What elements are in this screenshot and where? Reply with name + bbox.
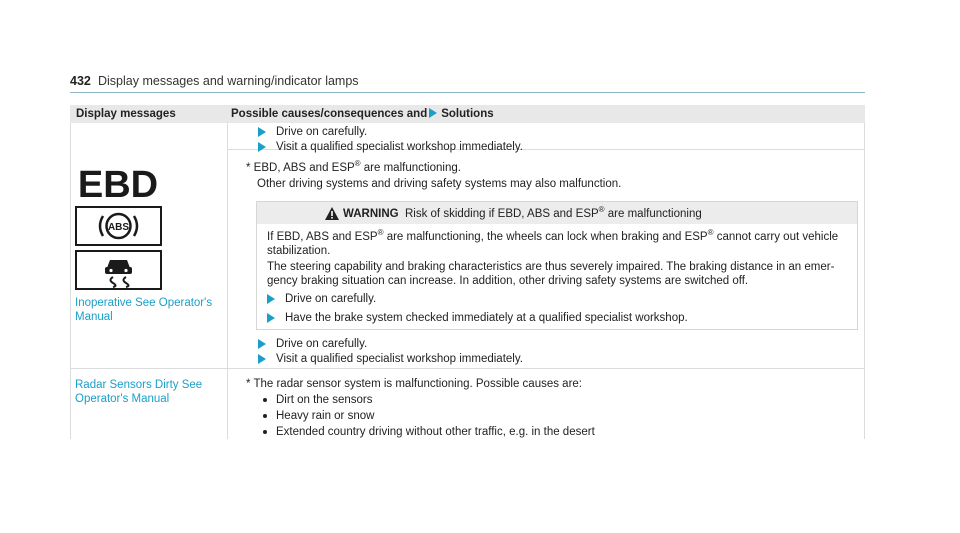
warning-label: WARNING bbox=[343, 208, 399, 220]
table-right-border bbox=[864, 123, 865, 439]
page-number: 432 bbox=[70, 74, 91, 88]
table-column-divider bbox=[227, 123, 228, 439]
warning-paragraph-line2: stabilization. bbox=[267, 245, 331, 257]
step-arrow-icon bbox=[258, 142, 266, 152]
step-arrow-icon bbox=[258, 339, 266, 349]
step-text: Drive on carefully. bbox=[285, 293, 377, 305]
abs-icon-graphic bbox=[77, 208, 160, 244]
col-header-display-messages: Display messages bbox=[76, 108, 176, 120]
warning-paragraph2: The steering capability and braking characteristics are thus severely impaired. The braking distance in an emer- bbox=[267, 261, 835, 273]
warning-title: WARNING Risk of skidding if EBD, ABS and ESP® are malfunctioning bbox=[343, 205, 702, 220]
abs-icon-text: ABS bbox=[107, 222, 130, 233]
display-message-radar: Radar Sensors Dirty See bbox=[75, 379, 203, 391]
ebd-icon-graphic bbox=[75, 160, 162, 204]
step-text: Visit a qualified specialist workshop immediately. bbox=[276, 353, 523, 365]
cause-text: * The radar sensor system is malfunctioning. Possible causes are: bbox=[246, 378, 582, 390]
table-left-border bbox=[70, 123, 71, 439]
cause-text-line2: Other driving systems and driving safety systems may also malfunction. bbox=[257, 178, 622, 190]
display-message-radar-line2: Operator's Manual bbox=[75, 393, 170, 405]
col-header-causes bbox=[231, 108, 494, 120]
step-text: Drive on carefully. bbox=[276, 338, 368, 350]
step-arrow-icon bbox=[267, 294, 275, 304]
cause-item: Extended country driving without other traffic, e.g. in the desert bbox=[276, 426, 595, 438]
warning-triangle-icon bbox=[325, 207, 339, 220]
step-arrow-icon bbox=[258, 354, 266, 364]
col-header-solutions-text: Solutions bbox=[441, 108, 494, 120]
step-text: Have the brake system checked immediately at a qualified specialist workshop. bbox=[285, 312, 688, 324]
esp-skidding-car-icon bbox=[75, 250, 162, 290]
cause-item: Heavy rain or snow bbox=[276, 410, 375, 422]
table-header bbox=[70, 105, 865, 123]
step-text: Visit a qualified specialist workshop immediately. bbox=[276, 141, 523, 153]
abs-warning-icon bbox=[75, 206, 162, 246]
solution-arrow-icon bbox=[429, 108, 437, 118]
bullet-dot bbox=[263, 398, 267, 402]
cause-text: * EBD, ABS and ESP® are malfunctioning. bbox=[246, 159, 461, 174]
step-arrow-icon bbox=[267, 313, 275, 323]
esp-icon-graphic bbox=[77, 252, 160, 288]
display-message-inoperative-line2: Manual bbox=[75, 311, 113, 323]
display-message-inoperative: Inoperative See Operator's bbox=[75, 297, 213, 309]
bullet-dot bbox=[263, 414, 267, 418]
running-title: Display messages and warning/indicator lamps bbox=[98, 74, 359, 88]
warning-paragraph2-line2: gency braking situation can increase. In addition, other driving safety systems are switched off. bbox=[267, 275, 749, 287]
bullet-dot bbox=[263, 430, 267, 434]
header-rule bbox=[70, 92, 865, 93]
warning-paragraph: If EBD, ABS and ESP® are malfunctioning, the wheels can lock when braking and ESP® cannot carry out vehicle bbox=[267, 228, 839, 243]
warning-box bbox=[256, 201, 858, 330]
ebd-icon-text: EBD bbox=[77, 164, 159, 204]
col-header-causes-text: Possible causes/consequences and bbox=[231, 108, 428, 120]
step-text: Drive on carefully. bbox=[276, 126, 368, 138]
row-divider bbox=[70, 368, 865, 369]
step-arrow-icon bbox=[258, 127, 266, 137]
cause-item: Dirt on the sensors bbox=[276, 394, 373, 406]
ebd-warning-icon bbox=[75, 160, 162, 204]
